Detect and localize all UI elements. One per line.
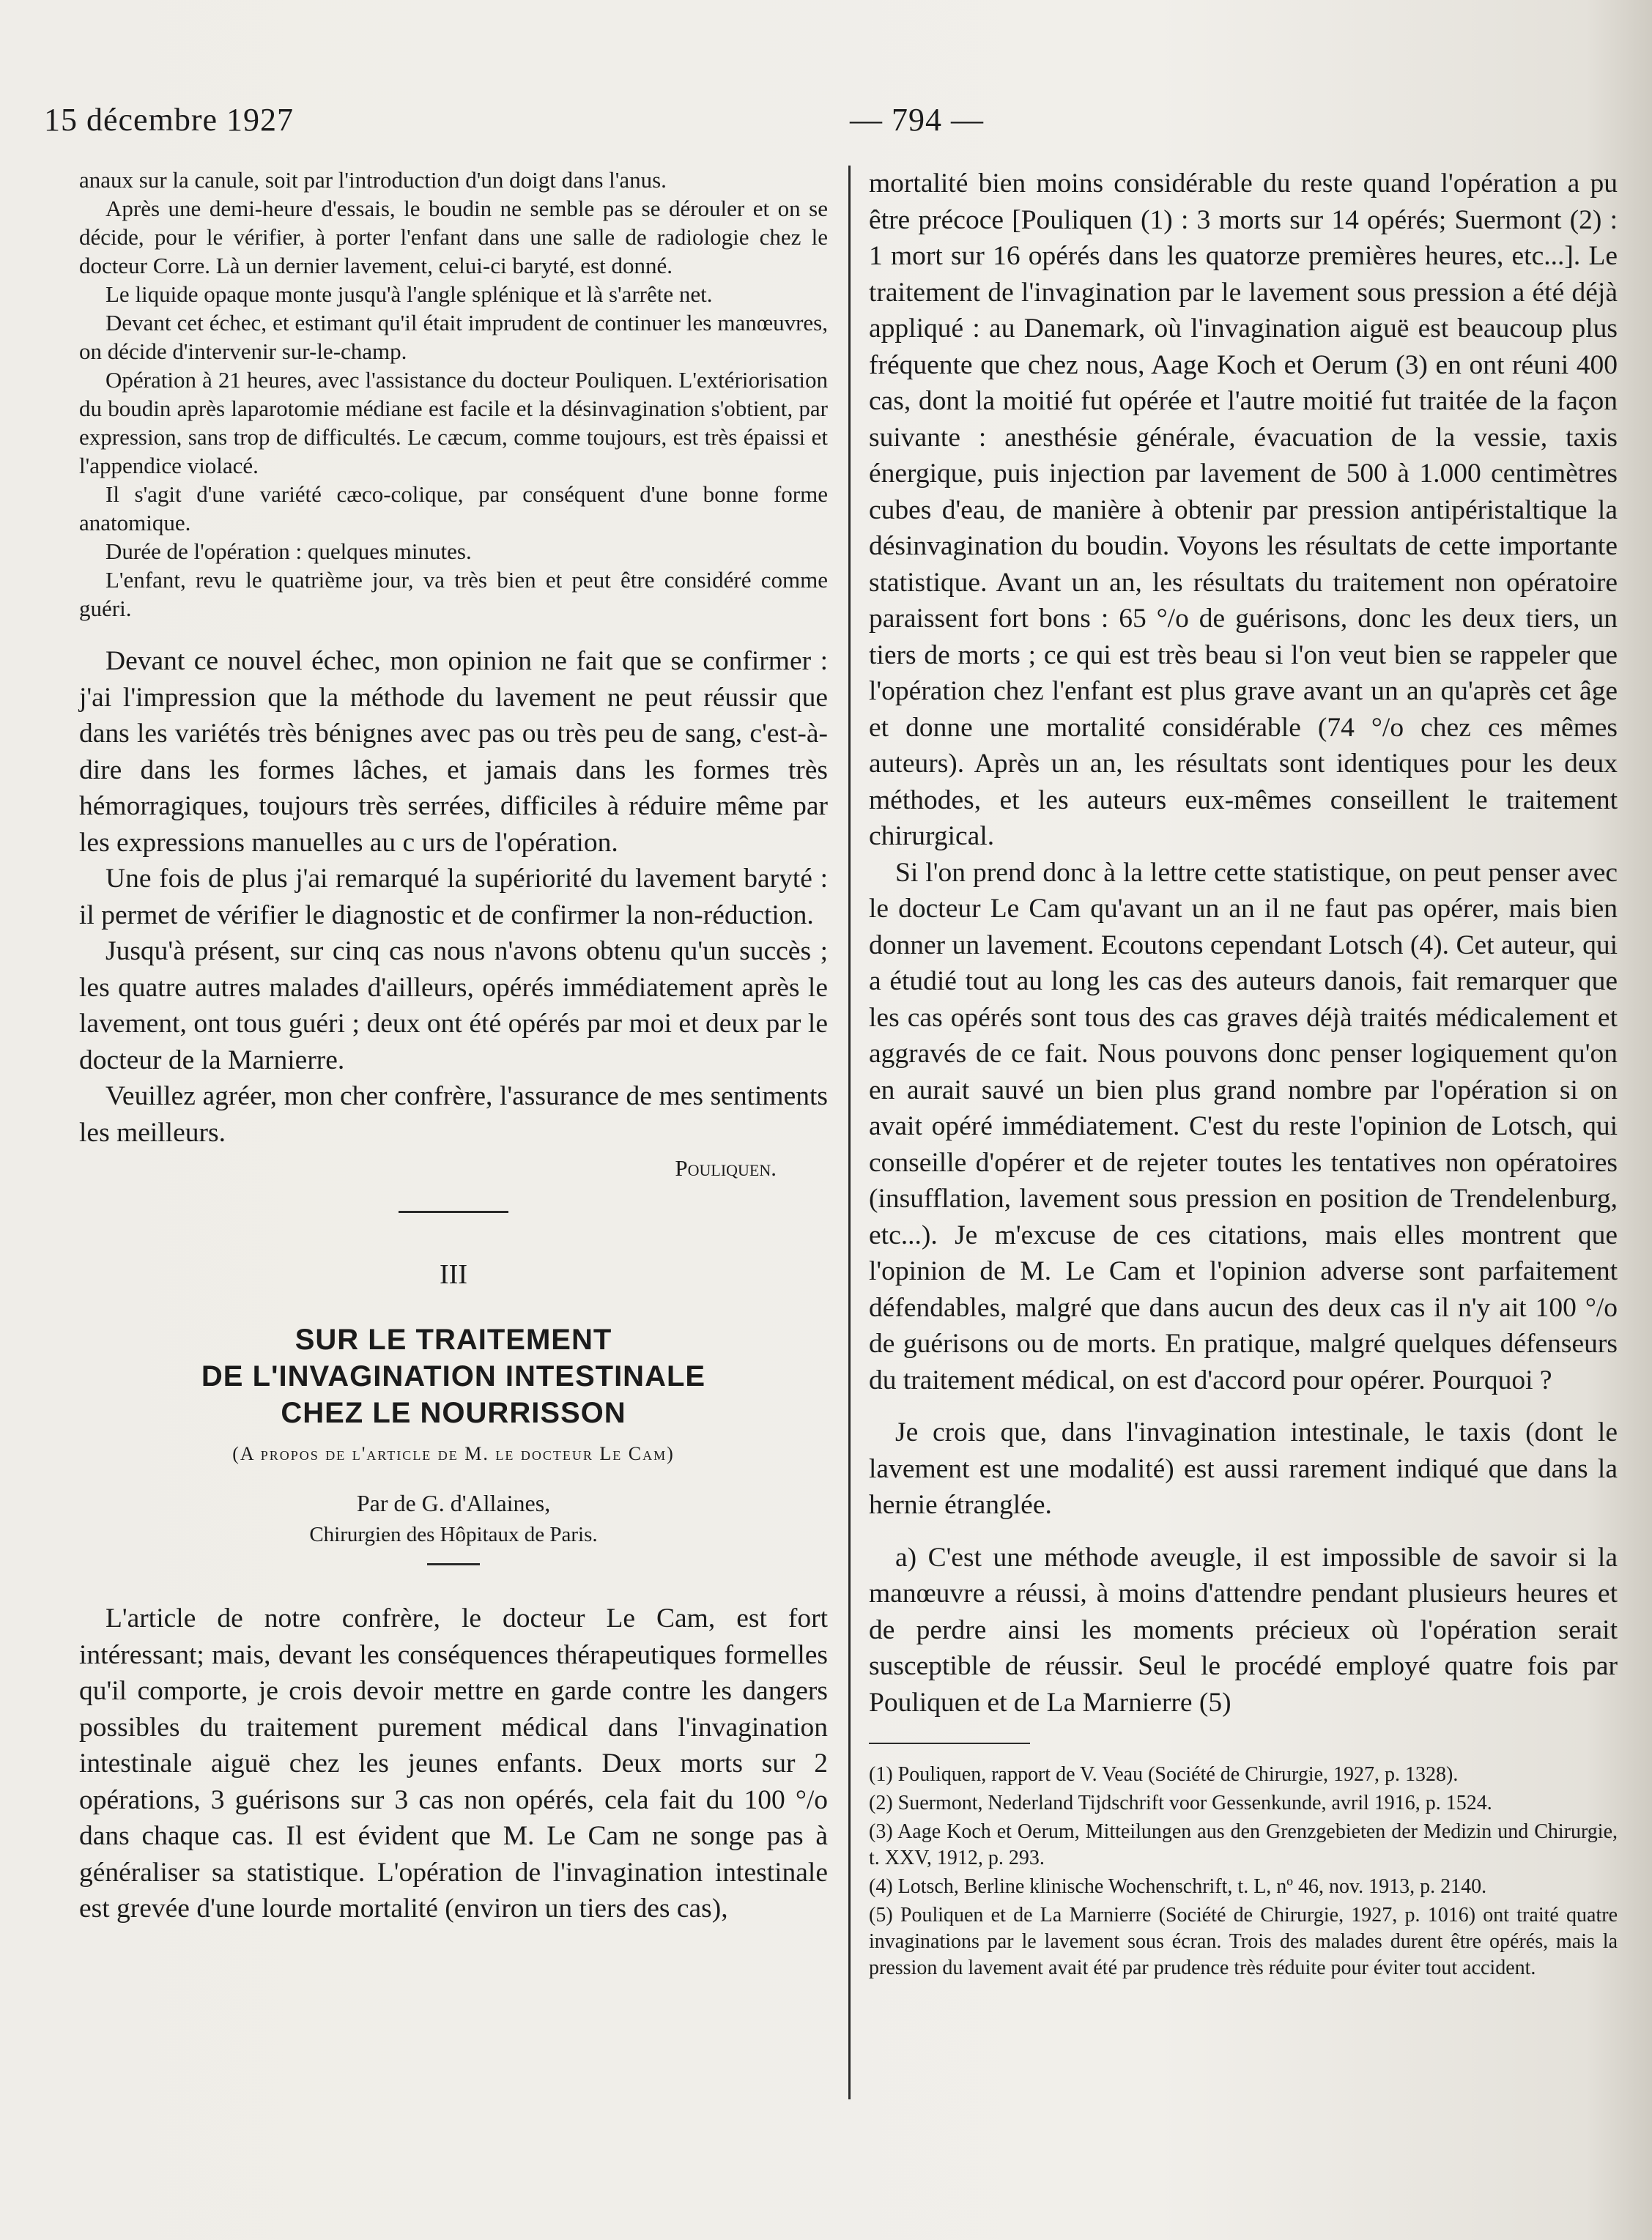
article-paragraph: Je crois que, dans l'invagination intestinale, le taxis (dont le lavement est une modalité) est aussi rarement indiqué que dans la hernie étranglée. <box>869 1417 1618 1520</box>
title-line: SUR LE TRAITEMENT <box>295 1324 612 1356</box>
letter-paragraph: Une fois de plus j'ai remarqué la supériorité du lavement baryté : il permet de vérifier le diagnostic et de confirmer la non-réduction. <box>79 864 828 930</box>
case-paragraph: L'enfant, revu le quatrième jour, va très bien et peut être considéré comme guéri. <box>79 567 828 621</box>
article-body-start <box>79 1601 828 1927</box>
author-byline: Par de G. d'Allaines, <box>356 1490 551 1516</box>
column-divider <box>848 166 851 2099</box>
case-paragraph: Le liquide opaque monte jusqu'à l'angle splénique et là s'arrête net. <box>105 281 713 307</box>
letter-paragraph: Veuillez agréer, mon cher confrère, l'assurance de mes sentiments les meilleurs. <box>79 1081 828 1148</box>
letter-conclusion <box>79 643 828 1151</box>
letter-paragraph: Jusqu'à présent, sur cinq cas nous n'avons obtenu qu'un succès ; les quatre autres malades d'ailleurs, opérés immédiatement après le lavement, ont tous guéri ; deux ont été opérés par moi et deux par le docteur de la Marnierre. <box>79 936 828 1075</box>
case-paragraph: Opération à 21 heures, avec l'assistance du docteur Pouliquen. L'extériorisation du boudin après laparotomie médiane est facile et la désinvagination s'obtient, par expression, sans trop de difficultés. Le cæcum, comme toujours, est très épaissi et l'appendice violacé. <box>79 367 828 478</box>
article-paragraph: a) C'est une méthode aveugle, il est impossible de savoir si la manœuvre a réussi, à moins d'attendre pendant plusieurs heures et de perdre ainsi les moments précieux où l'opération serait susceptible de réussir. Seul le procédé employé quatre fois par Pouliquen et de La Marnierre (5) <box>869 1542 1618 1718</box>
section-divider <box>399 1211 508 1213</box>
article-paragraph: L'article de notre confrère, le docteur Le Cam, est fort intéressant; mais, devant les conséquences thérapeutiques formelles qu'il comporte, je crois devoir mettre en garde contre les dangers possibles du traitement purement médical dans l'invagination intestinale aiguë chez les jeunes enfants. Deux morts sur 2 opérations, 3 guérisons sur 3 cas non opérés, cela fait du 100 °/o dans chaque cas. Il est évident que M. Le Cam ne songe pas à généraliser sa statistique. L'opération de l'invagination intestinale est grevée d'une lourde mortalité (environ un tiers des cas), <box>79 1603 828 1924</box>
footnotes <box>869 1762 1618 1981</box>
case-report <box>79 166 828 623</box>
author-affiliation: Chirurgien des Hôpitaux de Paris. <box>309 1523 598 1546</box>
footnote: (5) Pouliquen et de La Marnierre (Société de Chirurgie, 1927, p. 1016) ont traité quatre invaginations par le lavement sous écran. Trois des malades durent être opérés, mais la pression du lavement avait été par prudence très réduite pour éviter tout accident. <box>869 1904 1618 1979</box>
case-paragraph: Il s'agit d'une variété cæco-colique, par conséquent d'une bonne forme anatomique. <box>79 481 828 535</box>
footnote: (1) Pouliquen, rapport de V. Veau (Société de Chirurgie, 1927, p. 1328). <box>869 1763 1459 1786</box>
page-header <box>44 101 1582 145</box>
header-date: 15 décembre 1927 <box>44 102 294 138</box>
case-paragraph: Devant cet échec, et estimant qu'il était imprudent de continuer les manœuvres, on décide d'intervenir sur-le-champ. <box>79 310 828 364</box>
article-title <box>79 1321 828 1431</box>
letter-paragraph: Devant ce nouvel échec, mon opinion ne fait que se confirmer : j'ai l'impression que la méthode du lavement ne peut réussir que dans les variétés très bénignes avec pas ou très peu de sang, c'est-à-dire dans les formes lâches, et jamais dans les formes très hémorragiques, toujours très serrées, difficiles à réduire même par les expressions manuelles au c urs de l'opération. <box>79 646 828 858</box>
footnote: (2) Suermont, Nederland Tijdschrift voor Gessenkunde, avril 1916, p. 1524. <box>869 1792 1492 1814</box>
right-column <box>869 166 1618 1984</box>
footnote: (4) Lotsch, Berline klinische Wochenschrift, t. L, nº 46, nov. 1913, p. 2140. <box>869 1875 1487 1898</box>
article-paragraph: mortalité bien moins considérable du reste quand l'opération a pu être précoce [Pouliquen (1) : 3 morts sur 14 opérés; Suermont (2) : 1 mort sur 16 opérés dans les quatorze premières heures, etc...]. Le traitement de l'invagination par le lavement sous pression a été déjà appliqué : au Danemark, où l'invagination aiguë est beaucoup plus fréquente que chez nous, Aage Koch et Oerum (3) en ont réuni 400 cas, dont la moitié fut opérée et l'autre moitié fut traitée de la façon suivante : anesthésie générale, évacuation de la vessie, taxis énergique, puis injection par lavement de 500 à 1.000 centimètres cubes d'eau, de manière à obtenir par pression antipéristaltique la désinvagination du boudin. Voyons les résultats de cette importante statistique. Avant un an, les résultats du traitement non opératoire paraissent fort bons : 65 °/o de guérisons, donc les deux tiers, un tiers de morts ; ce qui est très beau si l'on veut bien se rappeler que l'opération chez l'enfant est plus grave avant un an qu'après cet âge et donne une mortalité considérable (74 °/o chez ces mêmes auteurs). Après un an, les résultats sont identiques pour les deux méthodes, et les auteurs eux-mêmes conseillent le traitement chirurgical. <box>869 168 1618 851</box>
title-line: CHEZ LE NOURRISSON <box>281 1397 626 1429</box>
section-number: III <box>440 1259 467 1290</box>
case-paragraph: anaux sur la canule, soit par l'introduction d'un doigt dans l'anus. <box>79 167 667 193</box>
case-paragraph: Après une demi-heure d'essais, le boudin ne semble pas se dérouler et on se décide, pour le vérifier, à porter l'enfant dans une salle de radiologie chez le docteur Corre. Là un dernier lavement, celui-ci baryté, est donné. <box>79 196 828 278</box>
article-paragraph: Si l'on prend donc à la lettre cette statistique, on peut penser avec le docteur Le Cam qu'avant un an il ne faut pas opérer, mais bien donner un lavement. Ecoutons cependant Lotsch (4). Cet auteur, qui a étudié tout au long les cas des auteurs danois, fait remarquer que les cas opérés sont tous des cas graves déjà traités médicalement et aggravés de ce fait. Nous pouvons donc penser logiquement qu'on en aurait sauvé un bien plus grand nombre par l'opération si on avait opéré immédiatement. C'est du reste l'opinion de Lotsch, qui conseille d'opérer et de rejeter toutes les tentatives non opératoires (insufflation, lavement sous pression en position de Trendelenburg, etc...). Je m'excuse de ces citations, mais elles montrent que l'opinion de M. Le Cam et l'opinion adverse sont parfaitement défendables, malgré que dans aucun des deux cas il n'y ait 100 °/o de guérisons ou de morts. En pratique, malgré quelques défenseurs du traitement médical, on est d'accord pour opérer. Pourquoi ? <box>869 857 1618 1395</box>
article-subtitle: (A propos de l'article de M. le docteur Le Cam) <box>232 1443 675 1464</box>
footnote-divider <box>869 1743 1030 1744</box>
article-body-continued <box>869 166 1618 1721</box>
left-column <box>79 166 828 1927</box>
header-page-number: — 794 — <box>850 102 984 138</box>
case-paragraph: Durée de l'opération : quelques minutes. <box>105 538 472 564</box>
footnote: (3) Aage Koch et Oerum, Mitteilungen aus den Grenzgebieten der Medizin und Chirurgie, t. XXV, 1912, p. 293. <box>869 1820 1618 1869</box>
signature: Pouliquen. <box>675 1155 777 1181</box>
title-line: DE L'INVAGINATION INTESTINALE <box>201 1360 706 1392</box>
